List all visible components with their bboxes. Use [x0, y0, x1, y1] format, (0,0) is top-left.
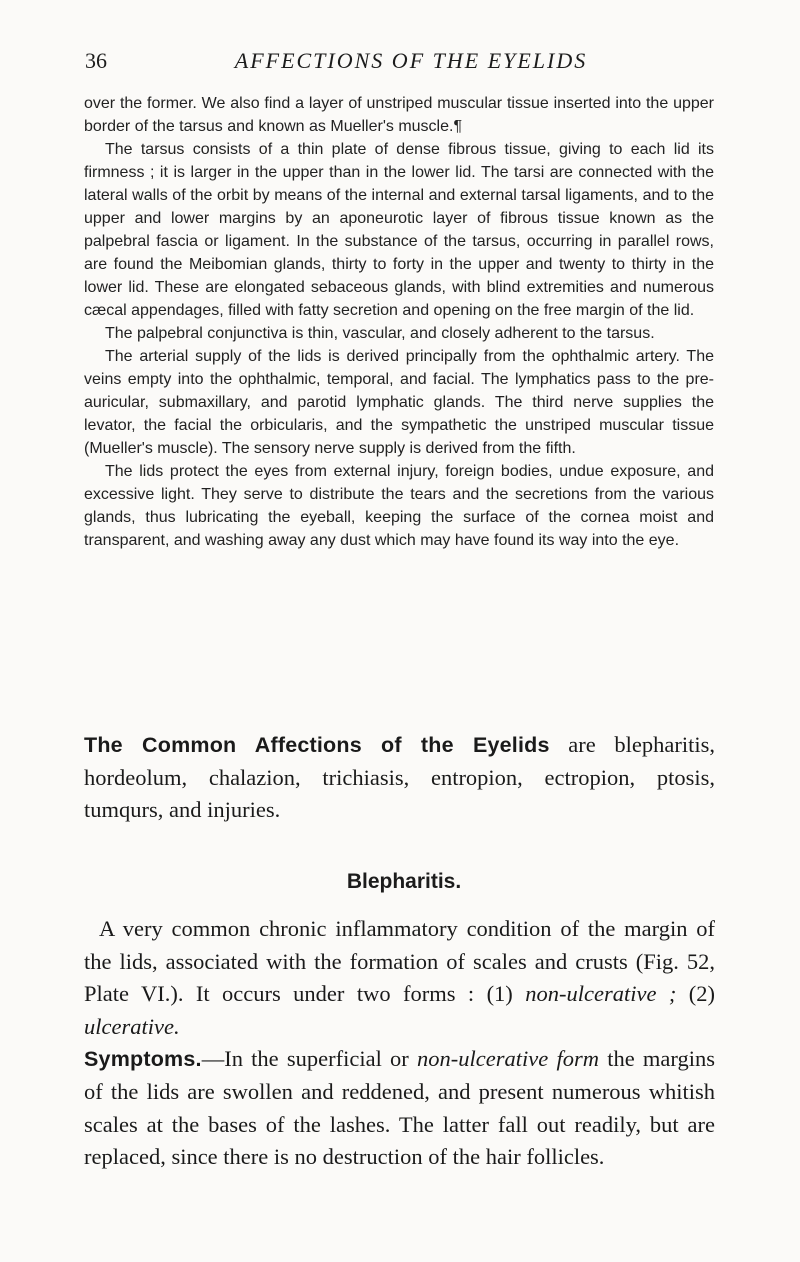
- form-name: ulcerative.: [84, 1013, 180, 1039]
- running-head: [0, 46, 800, 76]
- symptoms-label: Symptoms.: [84, 1047, 202, 1072]
- paragraph: The arterial supply of the lids is derived principally from the ophthalmic artery. The veins empty into the ophthalmic, temporal, and facial. The lymphatics pass to the pre-auricular, submaxillary, and parotid lymphatic glands. The third nerve supplies the levator, the facial the orbicularis, and the sympathetic the unstriped muscular tissue (Mueller's muscle). The sensory nerve supply is derived from the fifth.: [84, 348, 714, 457]
- form-number: (2): [688, 981, 716, 1007]
- intro-text: are blepharitis, hordeolum, chalazion, trichiasis, entropion, ectropion, ptosis, tumqurs, and injuries.: [84, 732, 715, 822]
- running-title: AFFECTIONS OF THE EYELIDS: [234, 48, 588, 73]
- anatomy-text-block: [84, 92, 714, 552]
- symptoms-text: —In the superficial or: [201, 1046, 418, 1072]
- paragraph: over the former. We also find a layer of unstriped muscular tissue inserted into the upper border of the tarsus and known as Mueller's muscle.¶: [84, 95, 714, 135]
- form-name: non-ulcerative ;: [525, 981, 677, 1007]
- blepharitis-text-block: [84, 913, 715, 1174]
- paragraph: [84, 913, 715, 1043]
- paragraph: The palpebral conjunctiva is thin, vascular, and closely adherent to the tarsus.: [105, 325, 655, 342]
- symptoms-text: the margins of the lids are swollen and reddened, and present numerous whitish scales at the bases of the lashes. The latter fall out readily, but are replaced, since there is no destruction of the hair follicles.: [84, 1046, 715, 1170]
- section-heading: Blepharitis.: [346, 870, 462, 893]
- paragraph: The lids protect the eyes from external injury, foreign bodies, undue exposure, and excessive light. They serve to distribute the tears and the secretions from the various glands, thus lubricating the eyeball, keeping the surface of the cornea moist and transparent, and washing away any dust which may have found its way into the eye.: [84, 463, 714, 549]
- intro-bold-lead: The Common Affections of the Eyelids: [84, 733, 550, 757]
- common-affections-paragraph: [84, 729, 715, 827]
- page-number: 36: [85, 48, 107, 73]
- paragraph: The tarsus consists of a thin plate of dense fibrous tissue, giving to each lid its firmness ; it is larger in the upper than in the lower lid. The tarsi are connected with the lateral walls of the orbit by means of the internal and external tarsal ligaments, and to the upper and lower margins by an aponeurotic layer of fibrous tissue known as the palpebral fascia or ligament. In the substance of the tarsus, occurring in parallel rows, are found the Meibomian glands, thirty to forty in the upper and twenty to thirty in the lower lid. These are elongated sebaceous glands, with blind extremities and numerous cæcal appendages, filled with fatty secretion and opening on the free margin of the lid.: [84, 141, 714, 319]
- definition-text: A very common chronic inflammatory condition of the margin of the lids, associated with the formation of scales and crusts (Fig. 52, Plate VI.). It occurs under two forms :: [84, 916, 715, 1007]
- form-number: (1): [486, 981, 513, 1007]
- symptoms-italic: non-ulcerative form: [417, 1046, 599, 1072]
- symptoms-paragraph: [84, 1043, 715, 1173]
